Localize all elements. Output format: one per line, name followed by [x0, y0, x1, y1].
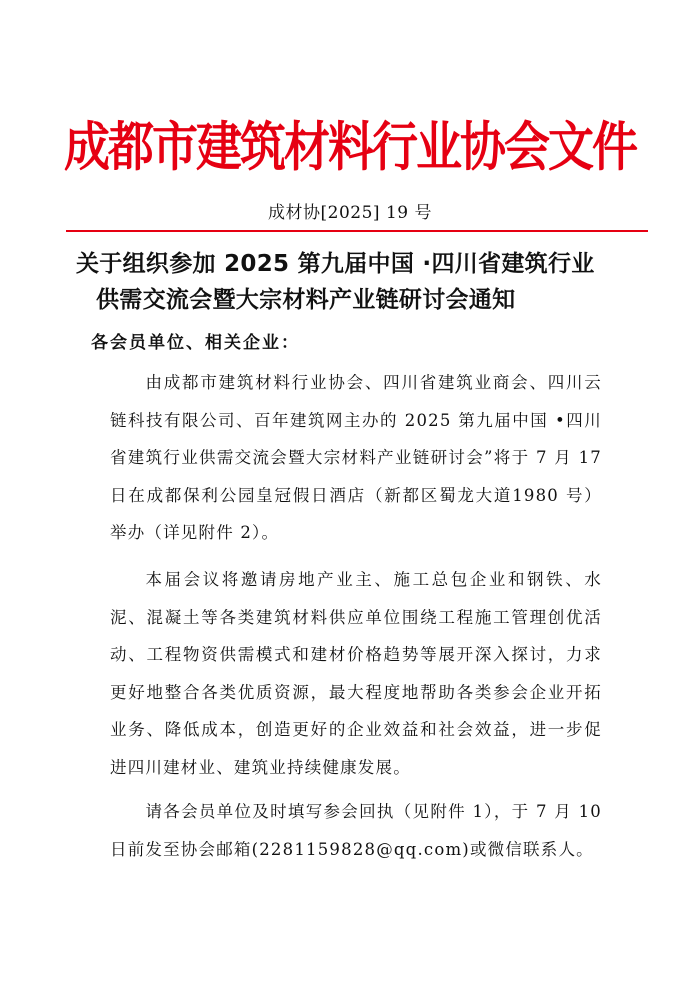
document-header-title: 成都市建筑材料行业协会文件	[64, 115, 636, 178]
notice-title-line-2: 供需交流会暨大宗材料产业链研讨会通知	[96, 287, 516, 313]
body-paragraph-2: 本届会议将邀请房地产业主、施工总包企业和钢铁、水泥、混凝土等各类建筑材料供应单位围绕工程施工管理创优活动、工程物资供需模式和建材价格趋势等展开深入探讨，力求更好地整合各类优质资源，最大程度地帮助各类参会企业开拓业务、降低成本，创造更好的企业效益和社会效益，进一步促进四川建材业、建筑业持续健康发展。	[110, 570, 602, 777]
body-paragraph-1: 由成都市建筑材料行业协会、四川省建筑业商会、四川云链科技有限公司、百年建筑网主办的 2025 第九届中国 •四川省建筑行业供需交流会暨大宗材料产业链研讨会”将于 7 月 17 日在成都保利公园皇冠假日酒店（新都区蜀龙大道1980 号）举办（详见附件 2）。	[110, 373, 602, 542]
notice-title	[60, 246, 660, 318]
document-number: 成材协[2025] 19 号	[268, 203, 432, 223]
notice-title-line-1: 关于组织参加 2025 第九届中国 ·四川省建筑行业	[76, 251, 595, 277]
salutation: 各会员单位、相关企业：	[91, 333, 300, 353]
red-divider-line	[66, 230, 648, 232]
body-paragraph-3: 请各会员单位及时填写参会回执（见附件 1），于 7 月 10日前发至协会邮箱(2281159828@qq.com)或微信联系人。	[110, 802, 602, 859]
